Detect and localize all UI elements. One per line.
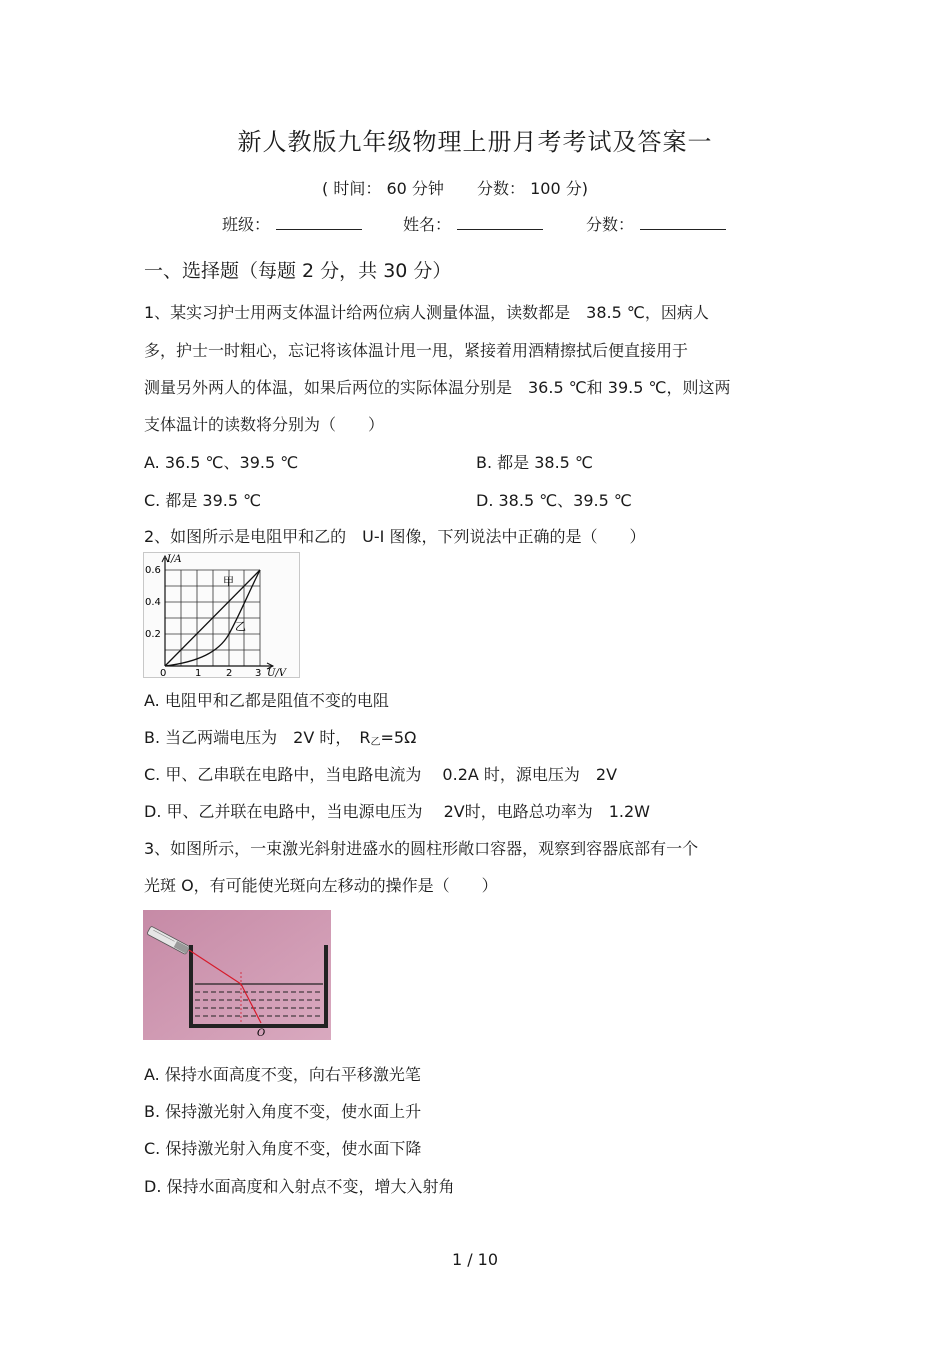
name-blank [457, 215, 543, 230]
q2-option-b [144, 725, 416, 748]
q2-stem: 2、如图所示是电阻甲和乙的 U-I 图像，下列说法中正确的是（ ） [144, 527, 646, 546]
yi-label: 乙 [235, 620, 246, 633]
x-tick-label: 1 [195, 668, 202, 678]
y-tick-label: 0.6 [145, 565, 161, 576]
q2-option-b-text: B. 当乙两端电压为 2V 时， R [144, 728, 371, 747]
q1-line: 多，护士一时粗心，忘记将该体温计甩一甩，紧接着用酒精擦拭后便直接用于 [144, 341, 689, 360]
exam-info [0, 176, 910, 199]
q1-line: 1、某实习护士用两支体温计给两位病人测量体温，读数都是 38.5 ℃，因病人 [144, 303, 709, 322]
figure-frame [144, 553, 300, 678]
class-label: 班级： [222, 215, 271, 234]
score-info: 分数： 100 分) [477, 179, 588, 198]
time-info: ( 时间： 60 分钟 [322, 179, 444, 198]
q1-line: 测量另外两人的体温，如果后两位的实际体温分别是 36.5 ℃和 39.5 ℃，则这两 [144, 378, 731, 397]
figure-background [143, 910, 331, 1040]
q2-option-a: A. 电阻甲和乙都是阻值不变的电阻 [144, 691, 389, 710]
q3-line: 3、如图所示，一束激光斜射进盛水的圆柱形敞口容器，观察到容器底部有一个 [144, 839, 699, 858]
jia-label: 甲 [223, 575, 234, 588]
class-field [222, 212, 362, 235]
x-tick-label: 3 [255, 668, 262, 678]
q1-option-a: A. 36.5 ℃、39.5 ℃ [144, 453, 299, 472]
q3-option-c: C. 保持激光射入角度不变，使水面下降 [144, 1139, 422, 1158]
y-tick-label: 0.2 [145, 629, 161, 640]
name-label: 姓名： [403, 215, 452, 234]
q2-option-d: D. 甲、乙并联在电路中，当电源电压为 2V时，电路总功率为 1.2W [144, 802, 650, 821]
score-blank [640, 215, 726, 230]
score-label: 分数： [586, 215, 635, 234]
page-number: 1 / 10 [451, 1250, 499, 1269]
x-axis-label: U/V [267, 668, 287, 678]
y-axis-label: I/A [167, 554, 182, 565]
q2-option-b-subscript: 乙 [370, 737, 381, 748]
y-tick-label: 0.4 [145, 597, 161, 608]
ui-graph-figure [143, 552, 300, 678]
x-tick-label: 0 [160, 668, 167, 678]
x-tick-label: 2 [226, 668, 233, 678]
q1-option-b: B. 都是 38.5 ℃ [476, 453, 593, 472]
q3-line: 光斑 O，有可能使光斑向左移动的操作是（ ） [144, 876, 498, 895]
q3-option-d: D. 保持水面高度和入射点不变，增大入射角 [144, 1177, 455, 1196]
q1-option-d: D. 38.5 ℃、39.5 ℃ [476, 491, 632, 510]
class-blank [276, 215, 362, 230]
q1-option-c: C. 都是 39.5 ℃ [144, 491, 262, 510]
spot-label: O [257, 1028, 266, 1039]
laser-container-figure [143, 910, 331, 1040]
q2-option-b-value: =5Ω [380, 728, 417, 747]
q2-option-c: C. 甲、乙串联在电路中，当电路电流为 0.2A 时，源电压为 2V [144, 765, 618, 784]
q3-option-a: A. 保持水面高度不变，向右平移激光笔 [144, 1065, 421, 1084]
section-heading: 一、选择题（每题 2 分，共 30 分） [144, 260, 452, 282]
score-field [586, 212, 726, 235]
q1-line: 支体温计的读数将分别为（ ） [144, 415, 385, 434]
name-field [403, 212, 543, 235]
page-title: 新人教版九年级物理上册月考考试及答案一 [237, 128, 713, 156]
q3-option-b: B. 保持激光射入角度不变，使水面上升 [144, 1102, 422, 1121]
